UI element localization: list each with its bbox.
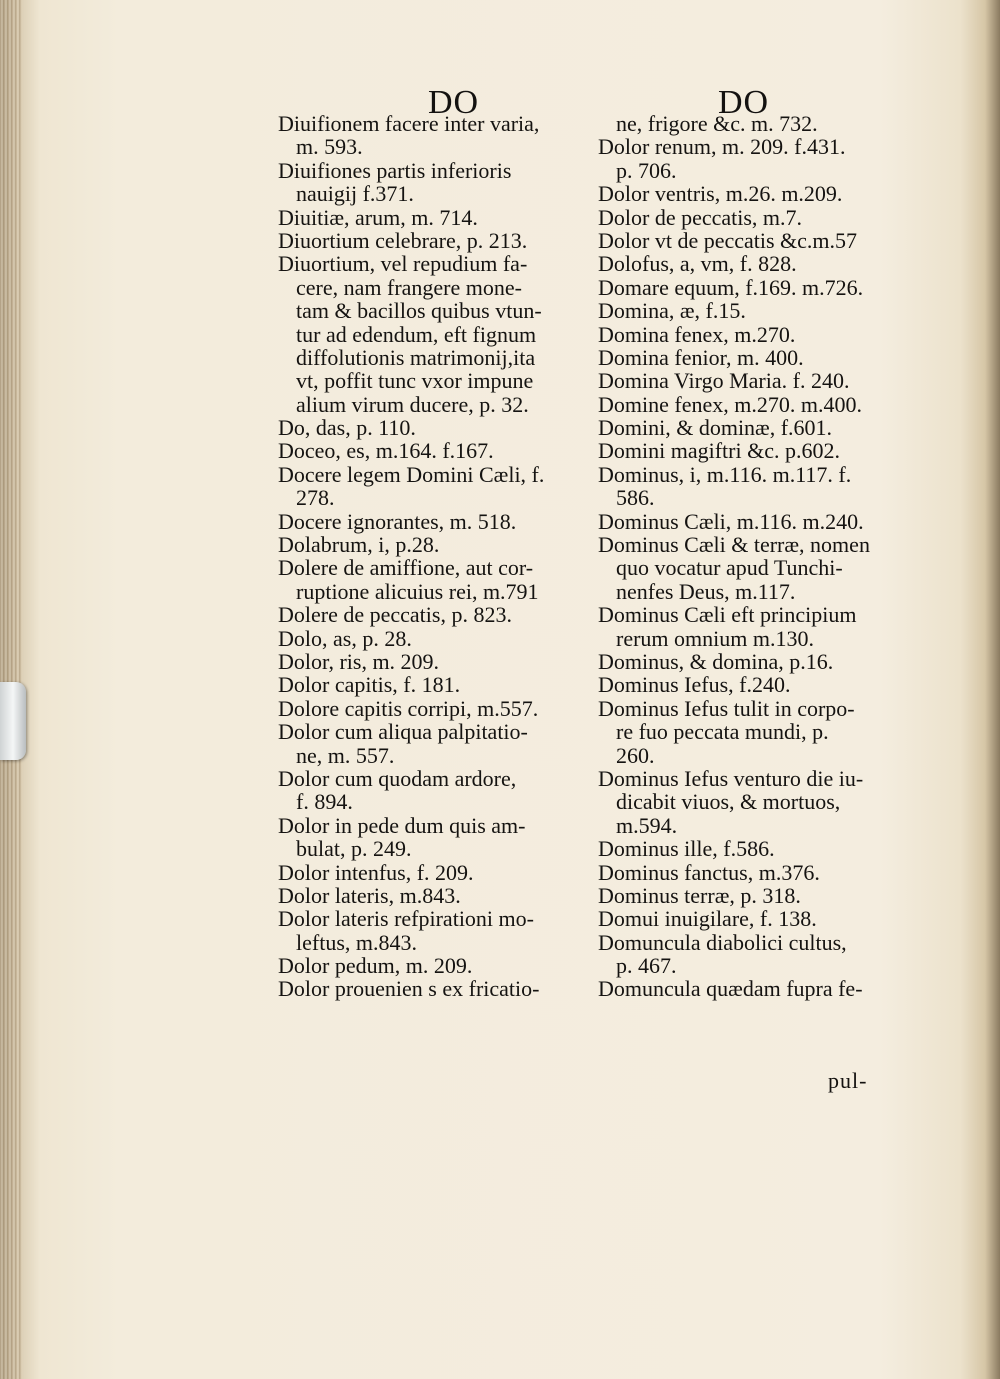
index-entry: leftus, m.843. (296, 929, 417, 955)
index-entry: f. 894. (296, 789, 353, 815)
index-entry: bulat, p. 249. (296, 836, 412, 862)
index-entry: dicabit viuos, & mortuos, (616, 789, 841, 815)
index-entry: nenfes Deus, m.117. (616, 578, 796, 604)
index-entry: Domini magiftri &c. p.602. (598, 438, 840, 464)
index-entry: 278. (296, 485, 335, 511)
index-entry: 260. (616, 742, 655, 768)
index-entry: Dolere de peccatis, p. 823. (278, 602, 512, 628)
index-entry: Docere legem Domini Cæli, f. (278, 461, 545, 487)
index-entry: Dominus Cæli eft principium (598, 602, 857, 628)
catchword: pul- (828, 1068, 868, 1093)
left-column (278, 112, 588, 1001)
index-entry: Doceo, es, m.164. f.167. (278, 438, 494, 464)
index-entry: Dolore capitis corripi, m.557. (278, 695, 539, 721)
index-entry: nauigij f.371. (296, 181, 414, 207)
index-entry: Dolor, ris, m. 209. (278, 648, 440, 674)
index-entry: tam & bacillos quibus vtun- (296, 298, 542, 324)
index-entry: Dolor prouenien s ex fricatio- (278, 976, 540, 1002)
index-entry: Dolor in pede dum quis am- (278, 812, 526, 838)
index-entry: Diuortium, vel repudium fa- (278, 251, 528, 277)
index-entry: diffolutionis matrimonij,ita (296, 344, 536, 370)
index-entry: Do, das, p. 110. (278, 415, 416, 441)
index-entry: Dolabrum, i, p.28. (278, 532, 440, 558)
index-entry: Dolor lateris refpirationi mo- (278, 906, 534, 932)
index-entry: Dolor lateris, m.843. (278, 882, 461, 908)
index-entry: Dominus Iefus, f.240. (598, 672, 791, 698)
index-entry: re fuo peccata mundi, p. (616, 719, 829, 745)
index-entry: Dolofus, a, vm, f. 828. (598, 251, 797, 277)
index-entry: Dolor de peccatis, m.7. (598, 204, 803, 230)
index-entry: Dominus terræ, p. 318. (598, 882, 801, 908)
index-entry: p. 706. (616, 157, 677, 183)
index-entry: Diuifiones partis inferioris (278, 157, 512, 183)
index-entry: ruptione alicuius rei, m.791 (296, 578, 539, 604)
index-entry: Domini, & dominæ, f.601. (598, 415, 833, 441)
index-entry: Dolor renum, m. 209. f.431. (598, 134, 846, 160)
index-entry: Domine fenex, m.270. m.400. (598, 391, 862, 417)
index-entry: Dolor capitis, f. 181. (278, 672, 461, 698)
index-entry: Dolo, as, p. 28. (278, 625, 412, 651)
index-entry: ne, frigore &c. m. 732. (616, 111, 818, 136)
index-entry: Diuitiæ, arum, m. 714. (278, 204, 478, 230)
left-column-header: DO (428, 84, 480, 121)
index-entry: rerum omnium m.130. (616, 625, 814, 651)
index-entry: cere, nam frangere mone- (296, 274, 522, 300)
index-entry: Diuifionem facere inter varia, (278, 111, 540, 136)
index-entry: Dominus Cæli, m.116. m.240. (598, 508, 864, 534)
index-entry: Domina fenex, m.270. (598, 321, 796, 347)
index-entry: Dominus Cæli & terræ, nomen (598, 532, 870, 558)
binding-clip (0, 682, 26, 760)
index-entry: Dominus Iefus tulit in corpo- (598, 695, 855, 721)
index-entry: 586. (616, 485, 655, 511)
index-entry: Dolor cum quodam ardore, (278, 765, 517, 791)
index-entry: m. 593. (296, 134, 363, 160)
index-entry: Domina, æ, f.15. (598, 298, 746, 324)
index-entry: Domuncula diabolici cultus, (598, 929, 847, 955)
index-entry: Dominus fanctus, m.376. (598, 859, 820, 885)
index-entry: Dolor pedum, m. 209. (278, 953, 473, 979)
index-entry: p. 467. (616, 953, 677, 979)
index-entry: alium virum ducere, p. 32. (296, 391, 529, 417)
index-entry: Dominus Iefus venturo die iu- (598, 765, 864, 791)
index-entry: vt, poffit tunc vxor impune (296, 368, 534, 394)
index-entry: Docere ignorantes, m. 518. (278, 508, 517, 534)
index-entry: Domina fenior, m. 400. (598, 344, 804, 370)
index-entry: m.594. (616, 812, 678, 838)
index-entry: Dominus, & domina, p.16. (598, 648, 834, 674)
index-entry: Dolere de amiffione, aut cor- (278, 555, 534, 581)
index-entry: Diuortium celebrare, p. 213. (278, 227, 528, 253)
index-entry: Domuncula quædam fupra fe- (598, 976, 863, 1002)
index-entry: ne, m. 557. (296, 742, 395, 768)
index-entry: Domina Virgo Maria. f. 240. (598, 368, 850, 394)
index-entry: quo vocatur apud Tunchi- (616, 555, 843, 581)
index-entry: Dolor vt de peccatis &c.m.57 (598, 227, 858, 253)
index-entry: Dominus ille, f.586. (598, 836, 775, 862)
index-entry: Dominus, i, m.116. m.117. f. (598, 461, 852, 487)
index-entry: Domui inuigilare, f. 138. (598, 906, 817, 932)
right-column-header: DO (718, 84, 770, 121)
index-entry: Dolor ventris, m.26. m.209. (598, 181, 843, 207)
index-entry: Dolor intenfus, f. 209. (278, 859, 474, 885)
index-entry: Dolor cum aliqua palpitatio- (278, 719, 528, 745)
right-column (598, 112, 918, 1001)
index-entry: tur ad edendum, eft fignum (296, 321, 537, 347)
index-entry: Domare equum, f.169. m.726. (598, 274, 864, 300)
